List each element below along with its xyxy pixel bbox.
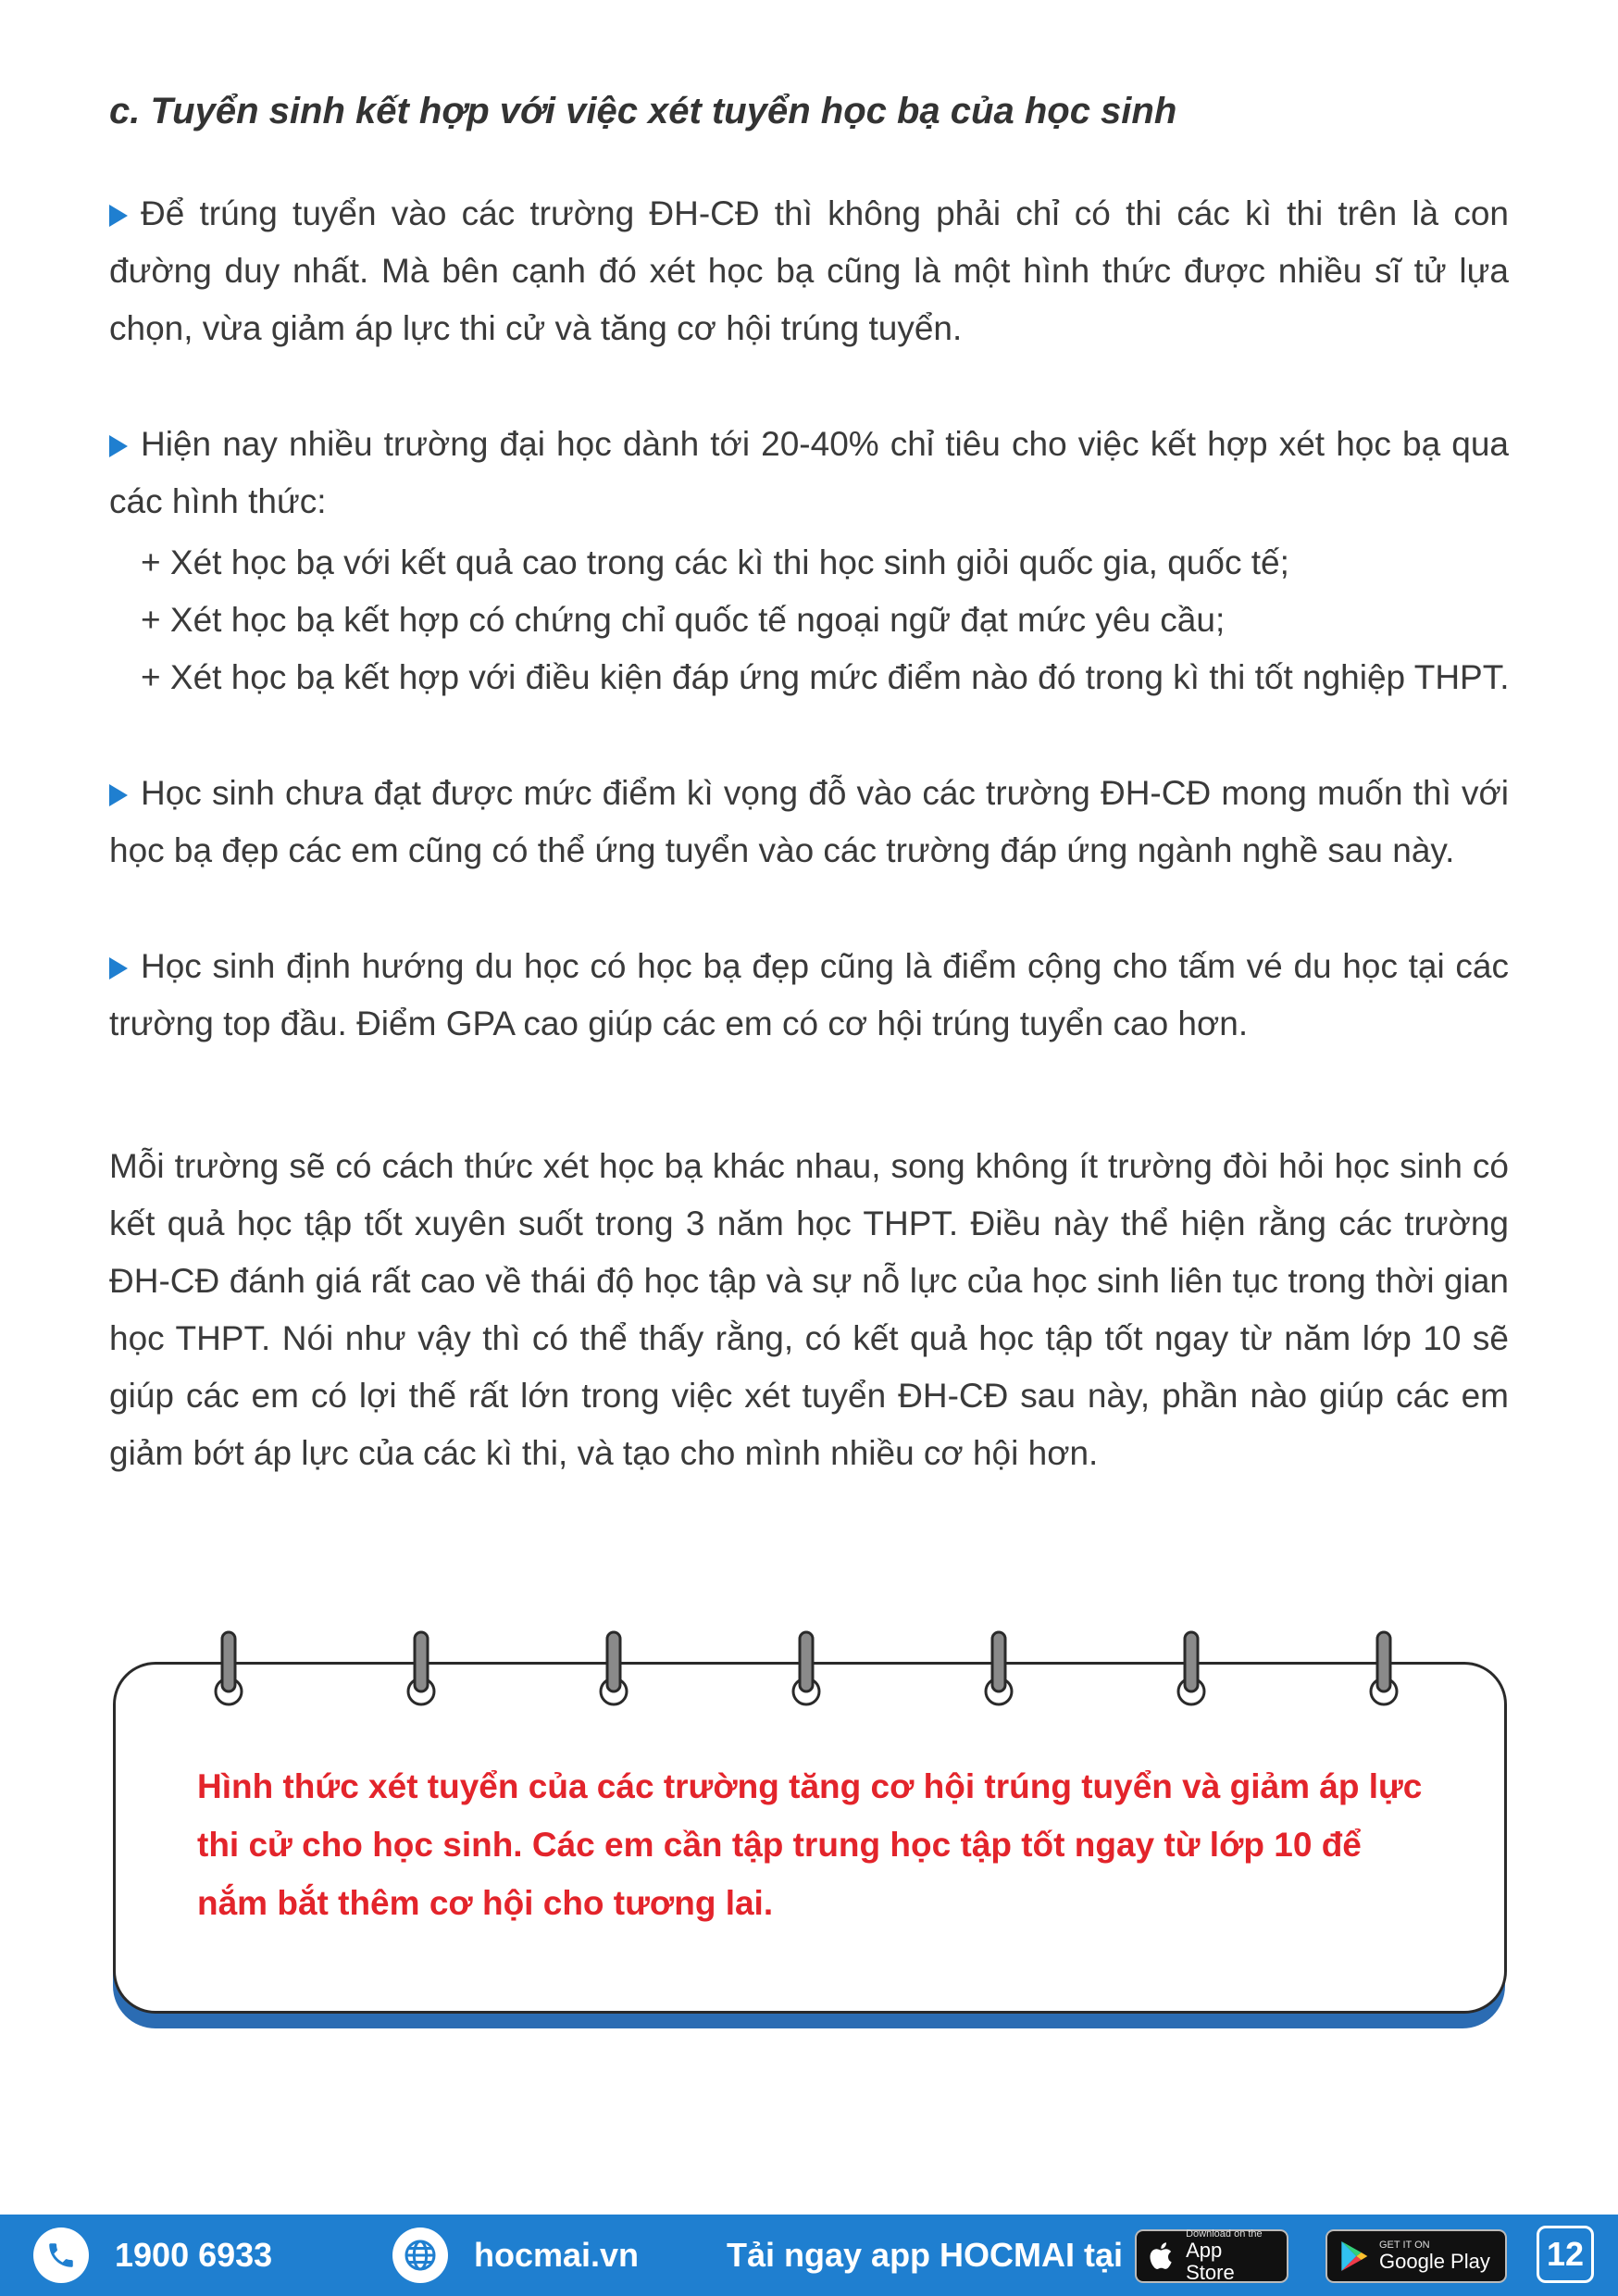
phone-icon <box>33 2227 89 2283</box>
binder-ring-icon <box>213 1630 244 1708</box>
page-number: 12 <box>1537 2226 1594 2283</box>
footer-phone[interactable] <box>33 2215 272 2296</box>
binder-ring-icon <box>598 1630 629 1708</box>
google-play-badge[interactable] <box>1326 2229 1507 2283</box>
website-link: hocmai.vn <box>474 2236 640 2274</box>
section-heading: c. Tuyển sinh kết hợp với việc xét tuyển học bạ của học sinh <box>109 91 1177 131</box>
binder-ring-icon <box>1176 1630 1207 1708</box>
phone-number: 1900 6933 <box>115 2236 273 2274</box>
paragraph-4 <box>109 938 1509 1053</box>
bullet-triangle-icon <box>109 957 128 980</box>
binder-ring-icon <box>983 1630 1014 1708</box>
paragraph-1-text: Để trúng tuyển vào các trường ĐH-CĐ thì không phải chỉ có thi các kì thi trên là con đường duy nhất. Mà bên cạnh đó xét học bạ cũng là một hình thức được nhiều sĩ tử lựa chọn, vừa giảm áp lực thi cử và tăng cơ hội trúng tuyển. <box>109 194 1509 347</box>
bullet-triangle-icon <box>109 784 128 806</box>
app-store-badge[interactable] <box>1135 2229 1288 2283</box>
bullet-triangle-icon <box>109 205 128 227</box>
binder-ring-icon <box>405 1630 437 1708</box>
note-card-body <box>113 1662 1507 2014</box>
globe-icon <box>392 2227 448 2283</box>
binder-ring-icon <box>790 1630 822 1708</box>
list-item: + Xét học bạ kết hợp có chứng chỉ quốc tế ngoại ngữ đạt mức yêu cầu; <box>141 601 1226 639</box>
paragraph-5: Mỗi trường sẽ có cách thức xét học bạ khác nhau, song không ít trường đòi hỏi học sinh có kết quả học tập tốt xuyên suốt trong 3 năm học THPT. Điều này thể hiện rằng các trường ĐH-CĐ đánh giá rất cao về thái độ học tập và sự nỗ lực của học sinh liên tục trong thời gian học THPT. Nói như vậy thì có thể thấy rằng, có kết quả học tập tốt ngay từ năm lớp 10 sẽ giúp các em có lợi thế rất lớn trong việc xét tuyển ĐH-CĐ sau này, phần nào giúp các em giảm bớt áp lực của các kì thi, và tạo cho mình nhiều cơ hội hơn. <box>109 1147 1509 1472</box>
app-store-label: App Store <box>1186 2239 1235 2284</box>
footer-bar <box>0 2215 1618 2296</box>
paragraph-3 <box>109 765 1509 880</box>
apple-icon <box>1150 2240 1176 2273</box>
paragraph-1 <box>109 185 1509 357</box>
paragraph-2 <box>109 416 1509 530</box>
paragraph-4-text: Học sinh định hướng du học có học bạ đẹp cũng là điểm cộng cho tấm vé du học tại các trường top đầu. Điểm GPA cao giúp các em có cơ hội trúng tuyển cao hơn. <box>109 947 1509 1042</box>
paragraph-3-text: Học sinh chưa đạt được mức điểm kì vọng đỗ vào các trường ĐH-CĐ mong muốn thì với học bạ đẹp các em cũng có thể ứng tuyển vào các trường đáp ứng ngành nghề sau này. <box>109 774 1509 869</box>
footer-website[interactable] <box>392 2215 639 2296</box>
bullet-triangle-icon <box>109 435 128 457</box>
google-play-label: Google Play <box>1379 2250 1490 2273</box>
note-card <box>113 1662 1505 2012</box>
paragraph-2-text: Hiện nay nhiều trường đại học dành tới 20-40% chỉ tiêu cho việc kết hợp xét học bạ qua các hình thức: <box>109 425 1509 520</box>
app-download-text: Tải ngay app HOCMAI tại <box>727 2236 1124 2274</box>
binder-ring-icon <box>1368 1630 1400 1708</box>
list-item: + Xét học bạ với kết quả cao trong các kì thi học sinh giỏi quốc gia, quốc tế; <box>141 543 1289 581</box>
list-item: + Xét học bạ kết hợp với điều kiện đáp ứng mức điểm nào đó trong kì thi tốt nghiệp THPT. <box>141 658 1510 696</box>
app-store-small-label: Download on the <box>1186 2228 1263 2240</box>
note-text: Hình thức xét tuyển của các trường tăng cơ hội trúng tuyển và giảm áp lực thi cử cho học sinh. Các em cần tập trung học tập tốt ngay từ lớp 10 để nắm bắt thêm cơ hội cho tương lai. <box>197 1767 1423 1922</box>
google-play-icon <box>1340 2240 1370 2273</box>
google-play-small-label: GET IT ON <box>1379 2240 1430 2251</box>
